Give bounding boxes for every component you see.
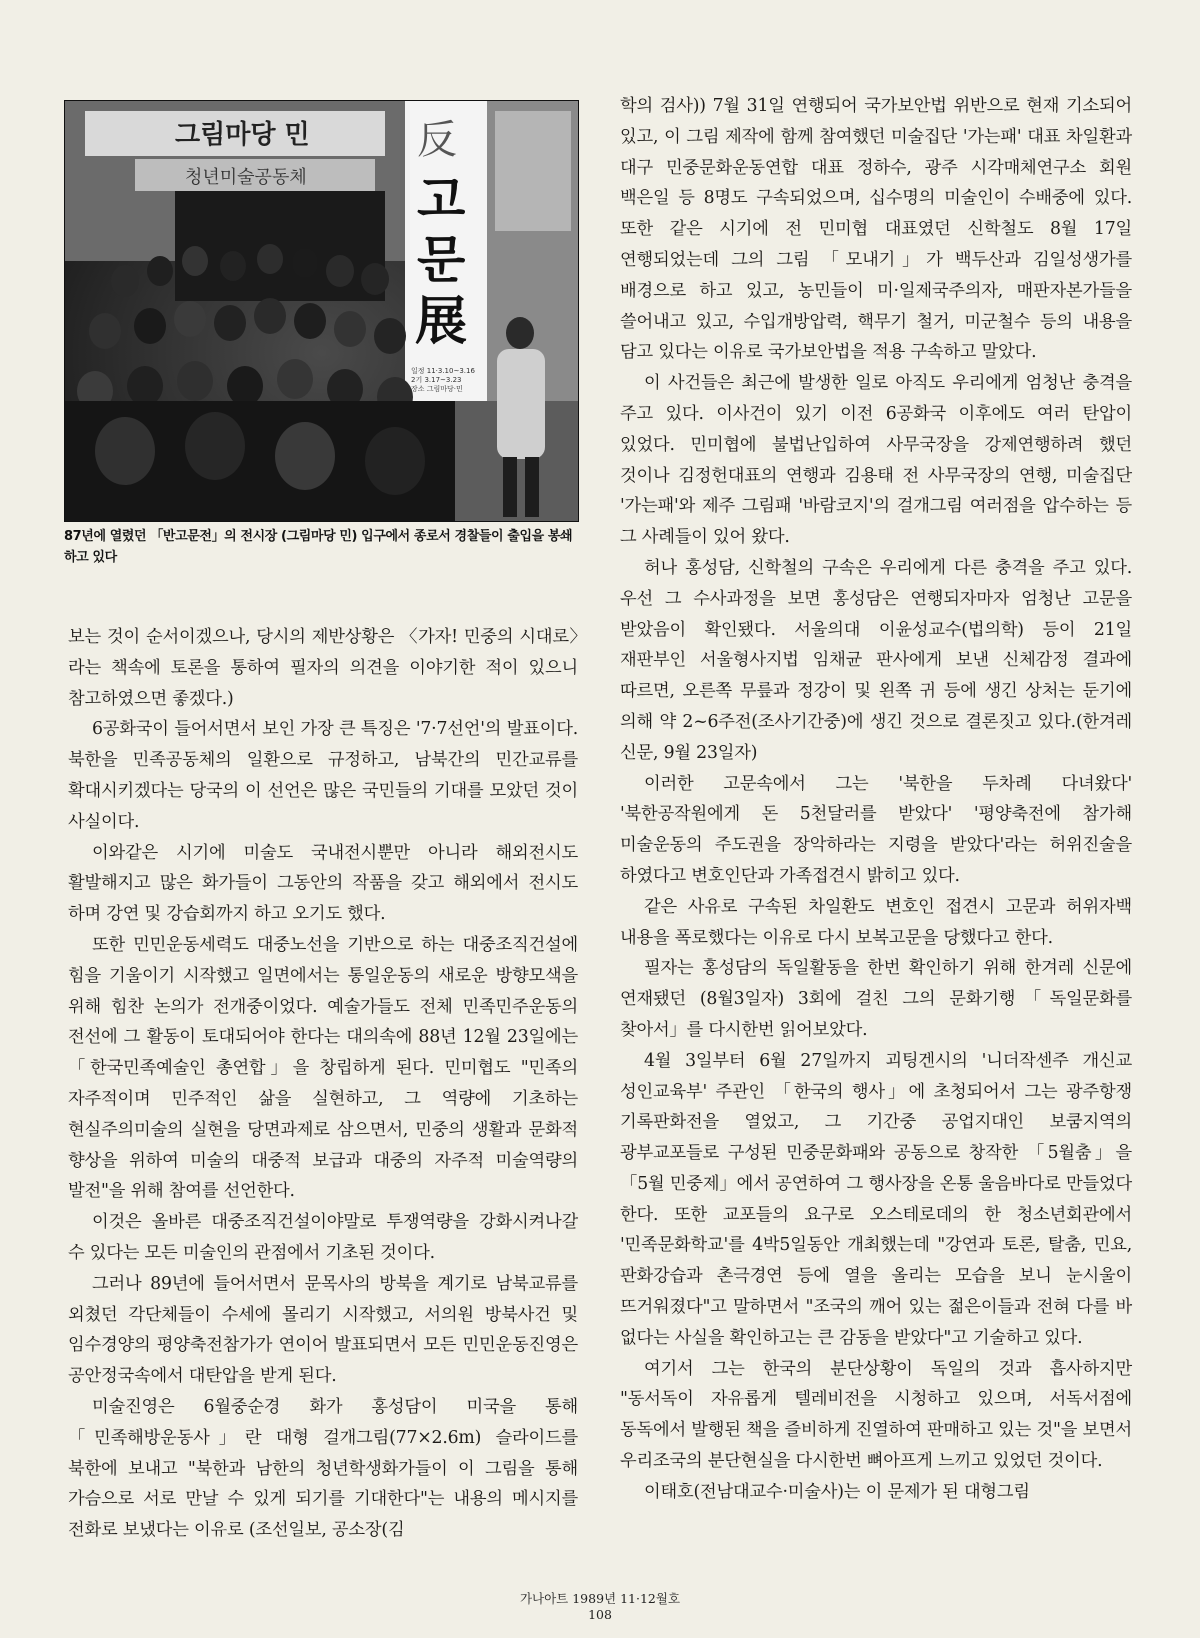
- protest-photo: [64, 100, 579, 522]
- paragraph: 보는 것이 순서이겠으나, 당시의 제반상황은 〈가자! 민중의 시대로〉라는 책속에 토론을 통하여 필자의 의견을 이야기한 적이 있으니 참고하였으면 좋겠다.): [68, 627, 578, 709]
- paragraph: 그러나 89년에 들어서면서 문목사의 방북을 계기로 남북교류를 외쳤던 각단체들이 수세에 몰리기 시작했고, 서의원 방북사건 및 임수경양의 평양축전참가가 연이어 발표되면서 모든 민민운동진영은 공안정국속에서 대탄압을 받게 된다.: [68, 1273, 578, 1387]
- paragraph: 4월 3일부터 6월 27일까지 괴팅겐시의 '니더작센주 개신교 성인교육부' 주관인 「한국의 행사」에 초청되어서 그는 광주항쟁 기록판화전을 열었고, 그 기간중 공업지대인 보쿰지역의 광부교포들로 구성된 민중문화패와 공동으로 창작한 「5월춤」을 「5월 민중제」에서 공연하여 그 행사장을 온통 울음바다로 만들었다 한다. 또한 교포들의 요구로 오스테로데의 한 청소년회관에서 '민족문화학교'를 4박5일동안 개최했는데 "강연과 토론, 탈춤, 민요, 판화강습과 촌극경연 등에 열을 올리는 모습을 보니 눈시울이 뜨거워졌다"고 말하면서 "조국의 깨어 있는 젊은이들과 전혀 다를 바 없다는 사실을 확인하고는 큰 감동을 받았다"고 기술하고 있다.: [620, 1050, 1132, 1348]
- paragraph: 학의 검사)) 7월 31일 연행되어 국가보안법 위반으로 현재 기소되어 있고, 이 그림 제작에 함께 참여했던 미술집단 '가는패' 대표 차일환과 대구 민중문화운동연합 대표 정하수, 광주 시각매체연구소 회원 백은일 등 8명도 구속되었으며, 십수명의 미술인이 수배중에 있다. 또한 같은 시기에 전 민미협 대표였던 신학철도 8월 17일 연행되었는데 그의 그림 「모내기」가 백두산과 김일성생가를 배경으로 하고 있고, 농민들이 미·일제국주의자, 매판자본가들을 쓸어내고 있고, 수입개방압력, 핵무기 철거, 미군철수 등의 내용을 담고 있다는 이유로 국가보안법을 적용 구속하고 말았다.: [620, 96, 1132, 363]
- banner-title-3: 展: [415, 291, 468, 352]
- article-column-right: [620, 91, 1132, 1508]
- paragraph: 6공화국이 들어서면서 보인 가장 큰 특징은 '7·7선언'의 발표이다. 북한을 민족공동체의 일환으로 규정하고, 남북간의 민간교류를 확대시키겠다는 당국의 이 선언은 많은 국민들의 기대를 모았던 것이 사실이다.: [68, 719, 578, 832]
- paragraph: 미술진영은 6월중순경 화가 홍성담이 미국을 통해 「민족해방운동사」란 대형 걸개그림(77×2.6m) 슬라이드를 북한에 보내고 "북한과 남한의 청년학생화가들이 이 그림을 통해 가슴으로 서로 만날 수 있게 되기를 기대한다"는 내용의 메시지를 전화로 보냈다는 이유로 (조선일보, 공소장(김: [68, 1396, 578, 1541]
- paragraph: 이태호(전남대교수·미술사)는 이 문제가 된 대형그림: [644, 1481, 1030, 1502]
- gallery-sign-text: 그림마당 민: [175, 120, 310, 150]
- paragraph: 필자는 홍성담의 독일활동을 한번 확인하기 위해 한겨레 신문에 연재됐던 (8월3일자) 3회에 걸친 그의 문화기행「독일문화를 찾아서」를 다시한번 읽어보았다.: [620, 958, 1132, 1040]
- article-column-left: [68, 622, 578, 1546]
- paragraph: 여기서 그는 한국의 분단상황이 독일의 것과 흡사하지만 "동서독이 자유롭게 텔레비전을 시청하고 있으며, 서독서점에 동독에서 발행된 책을 즐비하게 진열하여 판매하고 있는 것"을 보면서 우리조국의 분단현실을 다시한번 뼈아프게 느끼고 있었던 것이다.: [620, 1358, 1132, 1472]
- paragraph: 같은 사유로 구속된 차일환도 변호인 접견시 고문과 허위자백 내용을 폭로했다는 이유로 다시 보복고문을 당했다고 한다.: [620, 896, 1132, 948]
- gallery-subtitle-text: 청년미술공동체: [185, 167, 307, 188]
- banner-dates: 일정 11·3.10~3.16 2기 3.17~3.23 장소 그림마당·민: [411, 367, 475, 393]
- banner-prefix: 反: [417, 117, 457, 163]
- publication-footer: 가나아트 1989년 11·12월호: [519, 1591, 681, 1606]
- photo-caption: 87년에 열렸던 「반고문전」의 전시장 (그림마당 민) 입구에서 종로서 경찰들이 출입을 봉쇄하고 있다: [64, 529, 573, 565]
- paragraph: 허나 홍성담, 신학철의 구속은 우리에게 다른 충격을 주고 있다. 우선 그 수사과정을 보면 홍성담은 연행되자마자 엄청난 고문을 받았음이 확인됐다. 서울의대 이윤성교수(법의학) 등이 21일 재판부인 서울형사지법 임채균 판사에게 보낸 신체감정 결과에 따르면, 오른쪽 무릎과 정강이 및 왼쪽 귀 등에 생긴 상처는 둔기에 의해 약 2~6주전(조사기간중)에 생긴 것으로 결론짓고 있다.(한겨레 신문, 9월 23일자): [620, 557, 1132, 763]
- paragraph: 이와같은 시기에 미술도 국내전시뿐만 아니라 해외전시도 활발해지고 많은 화가들이 그동안의 작품을 갖고 해외에서 전시도 하며 강연 및 강습회까지 하고 오기도 했다.: [68, 842, 578, 925]
- paragraph: 이것은 올바른 대중조직건설이야말로 투쟁역량을 강화시켜나갈 수 있다는 모든 미술인의 관점에서 기초된 것이다.: [68, 1212, 578, 1263]
- paragraph: 또한 민민운동세력도 대중노선을 기반으로 하는 대중조직건설에 힘을 기울이기 시작했고 일면에서는 통일운동의 새로운 방향모색을 위해 힘찬 논의가 전개중이었다. 예술가들도 전체 민족민주운동의 전선에 그 활동이 토대되어야 한다는 대의속에 88년 12월 23일에는 「한국민족예술인 총연합」을 창립하게 된다. 민미협도 "민족의 자주적이며 민주적인 삶을 실현하고, 그 역량에 기초하는 현실주의미술의 실현을 당면과제로 삼으면서, 민중의 생활과 문화적 향상을 위하여 미술의 대중적 보급과 대중의 자주적 미술역량의 발전"을 위해 참여를 선언한다.: [68, 934, 578, 1202]
- page-number: 108: [588, 1607, 612, 1622]
- banner-title-1: 고: [417, 171, 466, 229]
- gallery-entrance-photo: [65, 101, 578, 521]
- paragraph: 이 사건들은 최근에 발생한 일로 아직도 우리에게 엄청난 충격을 주고 있다. 이사건이 있기 이전 6공화국 이후에도 여러 탄압이 있었다. 민미협에 불법난입하여 사무국장을 강제연행하려 했던 것이나 김정헌대표의 연행과 김용태 전 사무국장의 연행, 미술집단 '가는패'와 제주 그림패 '바람코지'의 걸개그림 여러점을 압수하는 등 그 사례들이 있어 왔다.: [620, 373, 1132, 548]
- paragraph: 이러한 고문속에서 그는 '북한을 두차례 다녀왔다' '북한공작원에게 돈 5천달러를 받았다' '평양축전에 참가해 미술운동의 주도권을 장악하라는 지령을 받았다'라는 허위진술을 하였다고 변호인단과 가족접견시 밝히고 있다.: [620, 773, 1132, 886]
- banner-title-2: 문: [417, 231, 466, 289]
